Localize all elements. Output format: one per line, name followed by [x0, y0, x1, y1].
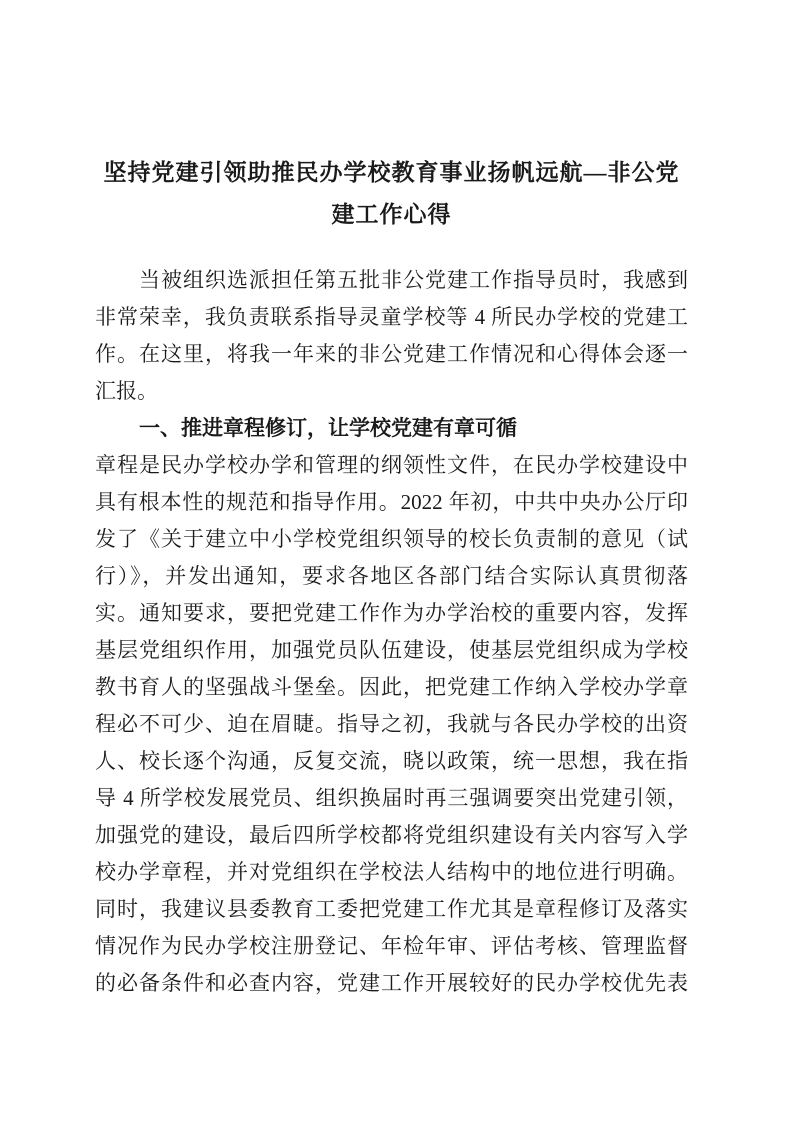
text-line: 实。通知要求，要把党建工作作为办学治校的重要内容，发挥 — [95, 601, 688, 625]
text-line: 导 4 所学校发展党员、组织换届时再三强调要突出党建引领， — [95, 786, 688, 810]
text-line: 非常荣幸，我负责联系指导灵童学校等 4 所民办学校的党建工 — [95, 305, 688, 329]
text-line: 一、推进章程修订，让学校党建有章可循 — [139, 416, 517, 440]
text-line: 具有根本性的规范和指导作用。2022 年初，中共中央办公厅印 — [95, 490, 688, 514]
text-line: 建工作心得 — [331, 202, 452, 227]
document-content — [95, 152, 688, 1002]
intro-paragraph — [95, 262, 688, 410]
text-line: 汇报。 — [95, 379, 158, 403]
text-line: 坚持党建引领助推民办学校教育事业扬帆远航—非公党 — [103, 160, 680, 185]
text-line: 基层党组织作用，加强党员队伍建设，使基层党组织成为学校 — [95, 638, 688, 662]
text-line: 校办学章程，并对党组织在学校法人结构中的地位进行明确。 — [95, 860, 688, 884]
text-line: 当被组织选派担任第五批非公党建工作指导员时，我感到 — [139, 268, 688, 292]
text-line: 同时，我建议县委教育工委把党建工作尤其是章程修订及落实 — [95, 897, 688, 921]
text-line: 行）》，并发出通知，要求各地区各部门结合实际认真贯彻落 — [95, 564, 688, 588]
text-line: 作。在这里，将我一年来的非公党建工作情况和心得体会逐一 — [95, 342, 688, 366]
text-line: 教书育人的坚强战斗堡垒。因此，把党建工作纳入学校办学章 — [95, 675, 688, 699]
text-line: 人、校长逐个沟通，反复交流，晓以政策，统一思想，我在指 — [95, 749, 688, 773]
text-line: 情况作为民办学校注册登记、年检年审、评估考核、管理监督 — [95, 934, 688, 958]
section-1-heading — [95, 410, 688, 447]
text-line: 发了《关于建立中小学校党组织领导的校长负责制的意见（试 — [95, 527, 688, 551]
document-title — [95, 152, 688, 236]
section-1-paragraph — [95, 447, 688, 1002]
text-line: 加强党的建设，最后四所学校都将党组织建设有关内容写入学 — [95, 823, 688, 847]
text-line: 章程是民办学校办学和管理的纲领性文件，在民办学校建设中 — [95, 453, 688, 477]
text-line: 程必不可少、迫在眉睫。指导之初，我就与各民办学校的出资 — [95, 712, 688, 736]
text-line: 的必备条件和必查内容，党建工作开展较好的民办学校优先表 — [95, 971, 688, 995]
